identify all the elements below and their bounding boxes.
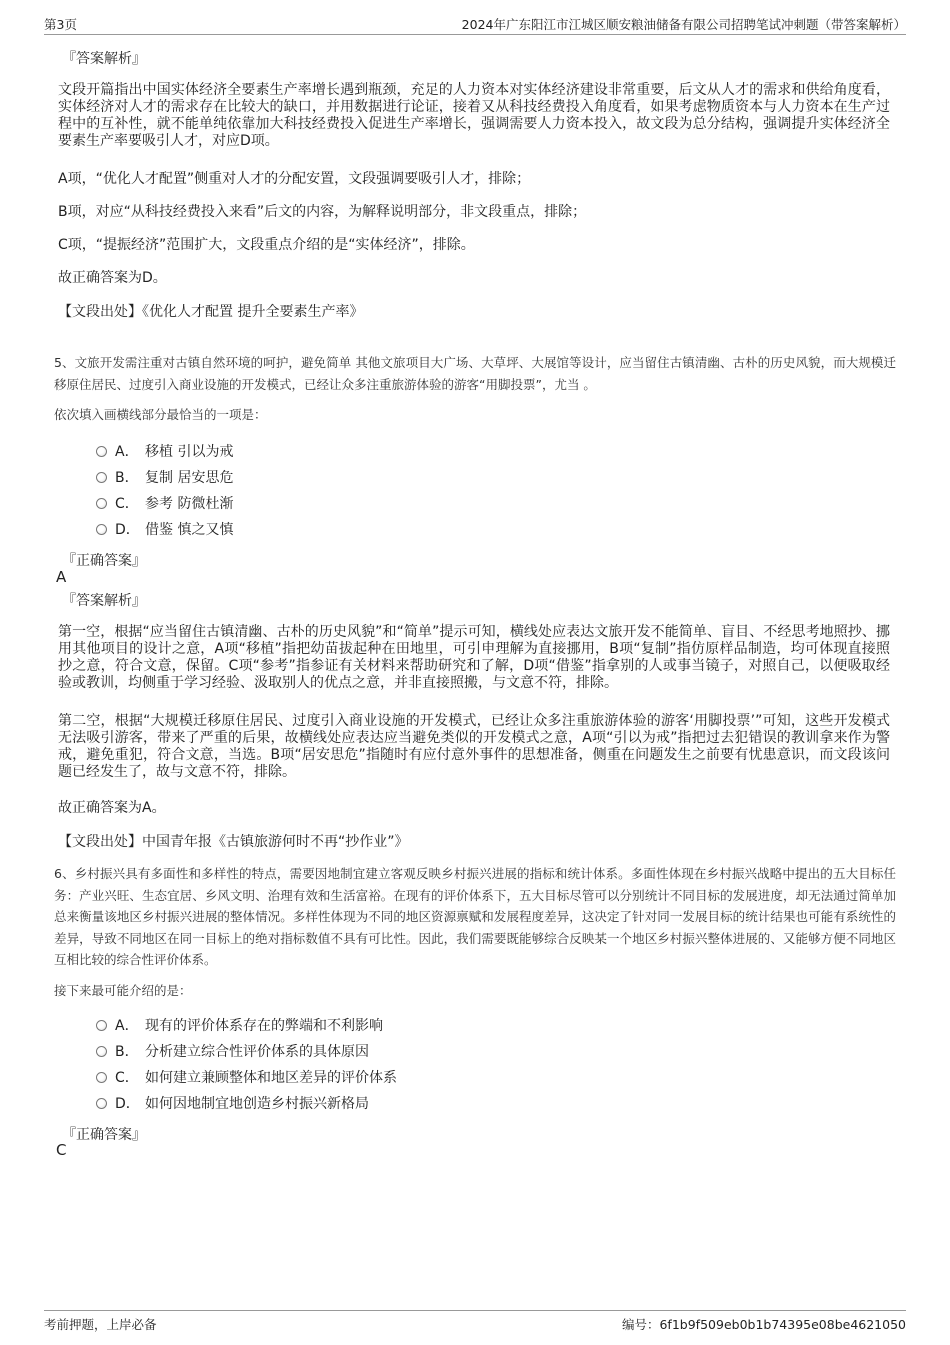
option-text: 如何因地制宜地创造乡村振兴新格局 — [145, 1096, 369, 1112]
q5-option-a[interactable] — [96, 442, 233, 462]
radio-icon[interactable] — [96, 1098, 107, 1109]
page-footer — [44, 1310, 906, 1333]
document-title: 2024年广东阳江市江城区顺安粮油储备有限公司招聘笔试冲刺题（带答案解析） — [461, 17, 906, 32]
q4-conclusion: 故正确答案为D。 — [58, 270, 167, 286]
option-text: 借鉴 慎之又慎 — [145, 522, 234, 538]
q4-analysis-label: 『答案解析』 — [62, 51, 146, 67]
q6-option-c[interactable] — [96, 1068, 397, 1088]
option-text: 参考 防微杜渐 — [145, 496, 234, 512]
q5-stem: 5、文旅开发需注重对古镇自然环境的呵护，避免简单 其他文旅项目大广场、大草坪、大展馆等设计，应当留住古镇清幽、古朴的历史风貌，而大规模迁移原住居民、过度引入商业设施的开发模式，已经让众多注重旅游体验的游客“用脚投票”，尤当 。 — [54, 355, 896, 392]
page-number: 第3页 — [44, 17, 77, 32]
option-letter: B． — [115, 470, 139, 486]
q5-analysis-label: 『答案解析』 — [62, 593, 146, 609]
q5-source: 【文段出处】中国青年报《古镇旅游何时不再“抄作业”》 — [58, 834, 409, 850]
option-letter: D． — [115, 1096, 140, 1112]
q4-analysis-option-c: C项，“提振经济”范围扩大，文段重点介绍的是“实体经济”，排除。 — [58, 237, 475, 253]
q5-analysis-second-blank: 第二空，根据“大规模迁移原住居民、过度引入商业设施的开发模式，已经让众多注重旅游体验的游客‘用脚投票’”可知，这些开发模式无法吸引游客，带来了严重的后果，故横线处应表达应当避免类似的开发模式之意，A项“引以为戒”指把过去犯错误的教训拿来作为警戒，避免重犯，符合文意，当选。B项“居安思危”指随时有应付意外事件的思想准备，侧重在问题发生之前要有忧患意识，而文段该问题已经发生了，故与文意不符，排除。 — [58, 713, 890, 780]
q6-option-a[interactable] — [96, 1016, 383, 1036]
q6-answer-label: 『正确答案』 — [62, 1127, 146, 1143]
q4-source: 【文段出处】《优化人才配置 提升全要素生产率》 — [58, 304, 364, 320]
option-letter: C． — [115, 496, 139, 512]
radio-icon[interactable] — [96, 1072, 107, 1083]
q4-analysis-main: 文段开篇指出中国实体经济全要素生产率增长遇到瓶颈，充足的人力资本对实体经济建设非常重要，后文从人才的需求和供给角度看，实体经济对人才的需求存在比较大的缺口，并用数据进行论证，接着又从科技经费投入角度看，如果考虑物质资本与人力资本在生产过程中的互补性，就不能单纯依靠加大科技经费投入促进生产率增长，强调需要人力资本投入，故文段为总分结构，强调提升实体经济全要素生产率要吸引人才，对应D项。 — [58, 82, 890, 149]
q5-analysis-first-blank: 第一空，根据“应当留住古镇清幽、古朴的历史风貌”和“简单”提示可知，横线处应表达文旅开发不能简单、盲目、不经思考地照抄、挪用其他项目的设计之意，A项“移植”指把幼苗拔起种在田地里，可引申理解为直接挪用，B项“复制”指仿原样品制造，均可体现直接照抄之意，符合文意，保留。C项“参考”指参证有关材料来帮助研究和了解，D项“借鉴”指拿别的人或事当镜子，对照自己，以便吸取经验或教训，均侧重于学习经验、汲取别人的优点之意，并非直接照搬，与文意不符，排除。 — [58, 624, 890, 691]
q5-option-b[interactable] — [96, 468, 233, 488]
radio-icon[interactable] — [96, 1020, 107, 1031]
option-text: 复制 居安思危 — [145, 470, 234, 486]
q6-option-b[interactable] — [96, 1042, 369, 1062]
radio-icon[interactable] — [96, 472, 107, 483]
q4-analysis-option-b: B项，对应“从科技经费投入来看”后文的内容，为解释说明部分，非文段重点，排除； — [58, 204, 587, 220]
radio-icon[interactable] — [96, 498, 107, 509]
radio-icon[interactable] — [96, 524, 107, 535]
page-header — [44, 14, 906, 35]
q5-conclusion: 故正确答案为A。 — [58, 800, 166, 816]
q5-option-c[interactable] — [96, 494, 233, 514]
option-text: 移植 引以为戒 — [145, 444, 234, 460]
q5-prompt: 依次填入画横线部分最恰当的一项是： — [54, 407, 267, 422]
document-id: 编号：6f1b9f509eb0b1b74395e08be4621050 — [621, 1317, 906, 1332]
q4-analysis-option-a: A项，“优化人才配置”侧重对人才的分配安置，文段强调要吸引人才，排除； — [58, 171, 531, 187]
q5-option-d[interactable] — [96, 520, 233, 540]
option-text: 分析建立综合性评价体系的具体原因 — [145, 1044, 369, 1060]
q5-answer-label: 『正确答案』 — [62, 553, 146, 569]
option-text: 现有的评价体系存在的弊端和不利影响 — [145, 1018, 383, 1034]
q6-option-d[interactable] — [96, 1094, 369, 1114]
q6-prompt: 接下来最可能介绍的是： — [54, 983, 192, 998]
q6-stem: 6、乡村振兴具有多面性和多样性的特点，需要因地制宜建立客观反映乡村振兴进展的指标和统计体系。多面性体现在乡村振兴战略中提出的五大目标任务：产业兴旺、生态宜居、乡风文明、治理有效和生活富裕。在现有的评价体系下，五大目标尽管可以分别统计不同目标的发展进度，却无法通过简单加总来衡量该地区乡村振兴进展的整体情况。多样性体现为不同的地区资源禀赋和发展程度差异，这决定了针对同一发展目标的统计结果也可能有系统性的差异，导致不同地区在同一目标上的绝对指标数值不具有可比性。因此，我们需要既能够综合反映某一个地区乡村振兴整体进展的、又能够方便不同地区互相比较的综合性评价体系。 — [54, 866, 896, 967]
radio-icon[interactable] — [96, 446, 107, 457]
option-letter: C． — [115, 1070, 139, 1086]
option-letter: A． — [115, 444, 139, 460]
footer-slogan: 考前押题，上岸必备 — [44, 1317, 157, 1332]
q6-answer: C — [56, 1141, 67, 1159]
option-letter: D． — [115, 522, 140, 538]
option-letter: B． — [115, 1044, 139, 1060]
option-letter: A． — [115, 1018, 139, 1034]
q5-answer: A — [56, 568, 67, 586]
option-text: 如何建立兼顾整体和地区差异的评价体系 — [145, 1070, 397, 1086]
radio-icon[interactable] — [96, 1046, 107, 1057]
